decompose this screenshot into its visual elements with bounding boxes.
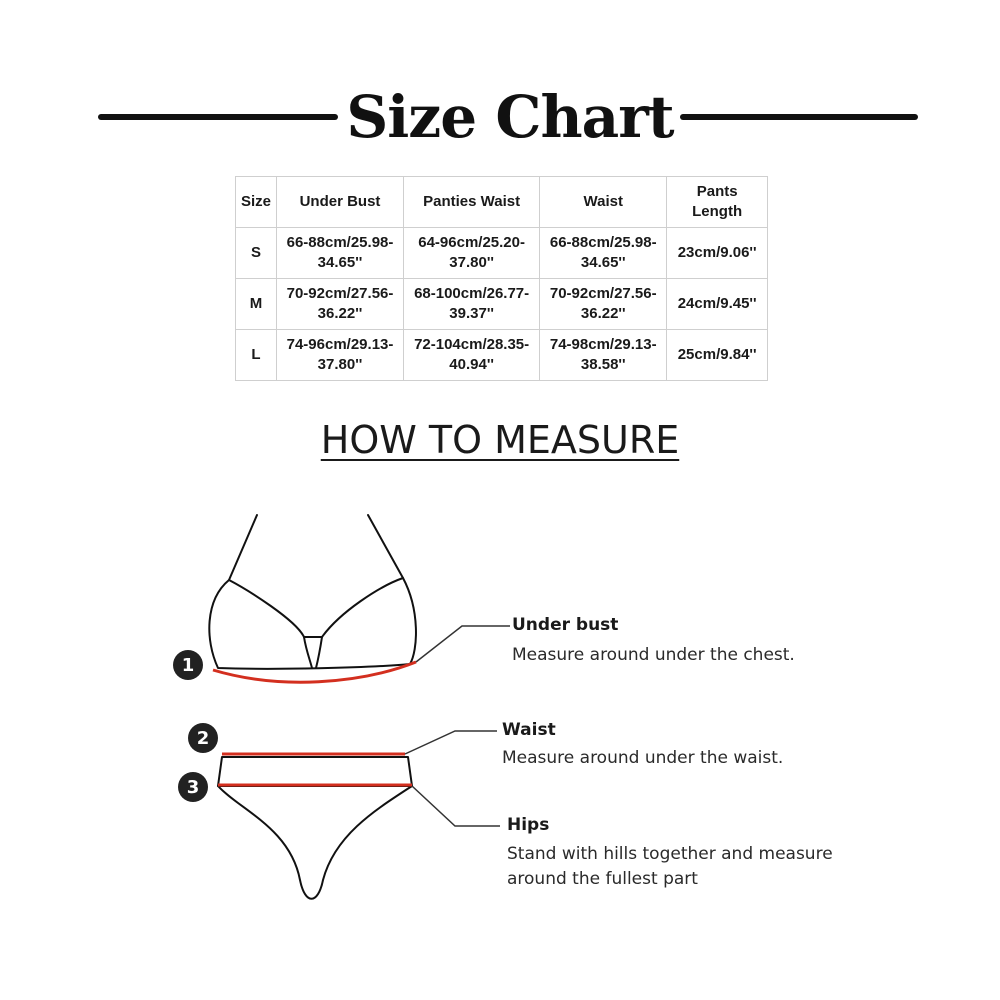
under-bust-description: Measure around under the chest.: [512, 645, 795, 665]
under-bust-label: Under bust: [512, 615, 619, 635]
number-badge-2: [188, 723, 218, 753]
table-cell: L: [236, 330, 277, 381]
table-cell: 68-100cm/26.77-39.37'': [404, 279, 540, 330]
page-title: Size Chart: [346, 83, 674, 151]
under-bust-leader-line: [416, 626, 510, 662]
number-badge-3: [178, 772, 208, 802]
table-cell: 72-104cm/28.35-40.94'': [404, 330, 540, 381]
waist-label: Waist: [502, 720, 556, 740]
column-header-waist: Waist: [540, 177, 667, 228]
column-header-under-bust: Under Bust: [276, 177, 403, 228]
badge-number: 1: [181, 655, 195, 676]
table-cell: 70-92cm/27.56-36.22'': [276, 279, 403, 330]
hips-label: Hips: [507, 815, 550, 835]
table-cell: 64-96cm/25.20-37.80'': [404, 228, 540, 279]
table-cell: 25cm/9.84'': [667, 330, 768, 381]
table-cell: 66-88cm/25.98-34.65'': [540, 228, 667, 279]
hips-description: Stand with hills together and measure around the fullest part: [507, 844, 833, 889]
hips-leader-line: [412, 786, 500, 826]
how-to-measure-text: HOW TO MEASURE: [320, 418, 680, 462]
panties-outline-icon: [218, 757, 412, 899]
waist-leader-line: [405, 731, 497, 754]
table-cell: 74-96cm/29.13-37.80'': [276, 330, 403, 381]
column-header-size: Size: [236, 177, 277, 228]
bra-outline-icon: [209, 515, 416, 669]
table-cell: 24cm/9.45'': [667, 279, 768, 330]
table-cell: S: [236, 228, 277, 279]
waist-description: Measure around under the waist.: [502, 748, 784, 768]
number-badge-1: [173, 650, 203, 680]
table-cell: M: [236, 279, 277, 330]
badge-number: 3: [186, 777, 200, 798]
table-cell: 70-92cm/27.56-36.22'': [540, 279, 667, 330]
column-header-panties-waist: Panties Waist: [404, 177, 540, 228]
column-header-pants-length: Pants Length: [667, 177, 768, 228]
badge-number: 2: [196, 728, 210, 749]
table-cell: 74-98cm/29.13-38.58'': [540, 330, 667, 381]
table-cell: 23cm/9.06'': [667, 228, 768, 279]
table-cell: 66-88cm/25.98-34.65'': [276, 228, 403, 279]
